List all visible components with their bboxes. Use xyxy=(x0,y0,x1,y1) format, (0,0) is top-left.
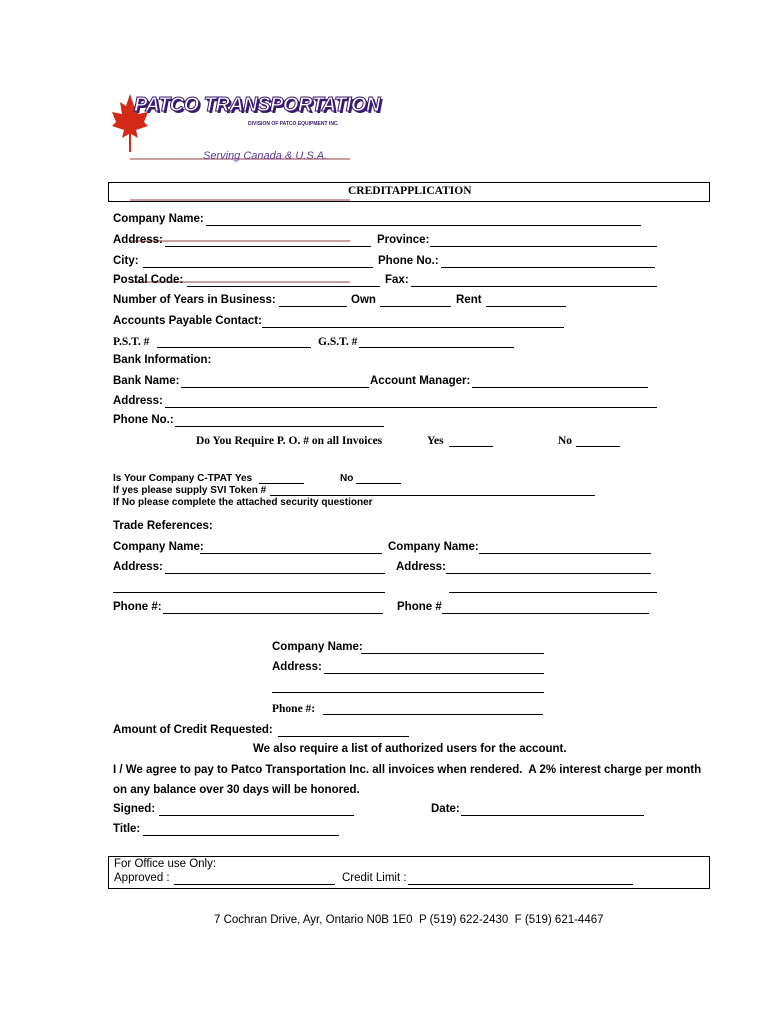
po-yes-field[interactable] xyxy=(449,446,493,447)
ctpat-no-label: No xyxy=(340,473,354,484)
ref-company-2-label: Company Name: xyxy=(388,541,479,553)
pst-label: P.S.T. # xyxy=(113,336,150,348)
own-field[interactable] xyxy=(380,306,451,307)
ref-address-3-extra-field[interactable] xyxy=(272,692,544,693)
date-label: Date: xyxy=(431,803,460,815)
city-label: City: xyxy=(113,255,139,267)
ref-address-1-label: Address: xyxy=(113,561,163,573)
ref-company-1-label: Company Name: xyxy=(113,541,204,553)
address-label: Address: xyxy=(113,234,163,246)
svi-token-label: If yes please supply SVI Token # xyxy=(113,485,267,496)
rent-label: Rent xyxy=(456,294,482,306)
po-no-field[interactable] xyxy=(576,446,620,447)
po-yes-label: Yes xyxy=(427,435,444,447)
account-manager-field[interactable] xyxy=(472,387,648,388)
company-name-field[interactable] xyxy=(206,225,641,226)
ref-phone-1-field[interactable] xyxy=(163,613,383,614)
ctpat-yes-field[interactable] xyxy=(259,483,304,484)
phone-field[interactable] xyxy=(441,267,655,268)
trade-refs-label: Trade References: xyxy=(113,520,213,532)
ref-address-2-label: Address: xyxy=(396,561,446,573)
company-name-label: Company Name: xyxy=(113,213,204,225)
logo-name: PATCO TRANSPORTATION xyxy=(134,94,380,116)
ap-contact-field[interactable] xyxy=(262,327,564,328)
ref-company-3-label: Company Name: xyxy=(272,641,363,653)
ref-address-2-extra-field[interactable] xyxy=(449,592,657,593)
ref-address-1-extra-field[interactable] xyxy=(113,592,385,593)
province-label: Province: xyxy=(377,234,430,246)
agreement-line-2: on any balance over 30 days will be honored. xyxy=(113,784,360,796)
bank-info-label: Bank Information: xyxy=(113,354,212,366)
account-manager-label: Account Manager: xyxy=(370,375,471,387)
credit-limit-field[interactable] xyxy=(408,884,633,885)
years-label: Number of Years in Business: xyxy=(113,294,276,306)
agreement-line-1: I / We agree to pay to Patco Transportation Inc. all invoices when rendered. A 2% interest charge per month xyxy=(113,764,702,776)
gst-field[interactable] xyxy=(359,347,514,348)
date-field[interactable] xyxy=(461,815,644,816)
phone-label: Phone No.: xyxy=(378,255,439,267)
address-field[interactable] xyxy=(165,246,371,247)
ref-company-1-field[interactable] xyxy=(200,553,382,554)
approved-field[interactable] xyxy=(174,884,335,885)
bank-phone-label: Phone No.: xyxy=(113,414,174,426)
pst-field[interactable] xyxy=(157,347,311,348)
ref-address-3-label: Address: xyxy=(272,661,322,673)
po-question-label: Do You Require P. O. # on all Invoices xyxy=(196,435,383,447)
title-label: Title: xyxy=(113,823,141,835)
approved-label: Approved : xyxy=(114,872,170,884)
form-title: CREDITAPPLICATION xyxy=(348,185,472,197)
fax-field[interactable] xyxy=(411,286,657,287)
ref-address-1-field[interactable] xyxy=(165,573,385,574)
po-no-label: No xyxy=(558,435,573,447)
ref-phone-1-label: Phone #: xyxy=(113,601,162,613)
bank-name-label: Bank Name: xyxy=(113,375,180,387)
logo-division: DIVISION OF PATCO EQUIPMENT INC. xyxy=(248,121,339,127)
office-use-heading: For Office use Only: xyxy=(114,858,217,870)
postal-code-label: Postal Code: xyxy=(113,274,184,286)
ap-contact-label: Accounts Payable Contact: xyxy=(113,315,262,327)
ref-phone-2-label: Phone # xyxy=(397,601,442,613)
logo-tagline: Serving Canada & U.S.A. xyxy=(203,150,328,162)
bank-name-field[interactable] xyxy=(181,387,369,388)
ref-phone-3-field[interactable] xyxy=(323,714,543,715)
bank-address-label: Address: xyxy=(113,395,163,407)
postal-code-field[interactable] xyxy=(187,286,380,287)
ctpat-question-label: Is Your Company C-TPAT Yes xyxy=(113,473,253,484)
footer-address: 7 Cochran Drive, Ayr, Ontario N0B 1E0 P (519) 622-2430 F (519) 621-4467 xyxy=(214,914,604,926)
ctpat-no-field[interactable] xyxy=(356,483,401,484)
bank-phone-field[interactable] xyxy=(175,426,384,427)
authorized-users-note: We also require a list of authorized users for the account. xyxy=(253,743,567,755)
credit-limit-label: Credit Limit : xyxy=(342,872,407,884)
fax-label: Fax: xyxy=(385,274,409,286)
city-field[interactable] xyxy=(143,267,373,268)
credit-requested-field[interactable] xyxy=(278,736,409,737)
svi-token-field[interactable] xyxy=(270,495,595,496)
security-note: If No please complete the attached security questioner xyxy=(113,497,373,508)
ref-phone-3-label: Phone #: xyxy=(272,703,316,715)
province-field[interactable] xyxy=(430,246,657,247)
signed-field[interactable] xyxy=(159,815,354,816)
bank-address-field[interactable] xyxy=(165,407,657,408)
credit-requested-label: Amount of Credit Requested: xyxy=(113,724,273,736)
ref-company-2-field[interactable] xyxy=(479,553,651,554)
ref-company-3-field[interactable] xyxy=(361,653,544,654)
ref-address-2-field[interactable] xyxy=(446,573,651,574)
company-logo xyxy=(108,84,380,170)
gst-label: G.S.T. # xyxy=(318,336,358,348)
signed-label: Signed: xyxy=(113,803,156,815)
title-field[interactable] xyxy=(143,835,339,836)
ref-phone-2-field[interactable] xyxy=(442,613,649,614)
own-label: Own xyxy=(351,294,376,306)
years-field[interactable] xyxy=(279,306,347,307)
ref-address-3-field[interactable] xyxy=(324,673,544,674)
rent-field[interactable] xyxy=(486,306,566,307)
